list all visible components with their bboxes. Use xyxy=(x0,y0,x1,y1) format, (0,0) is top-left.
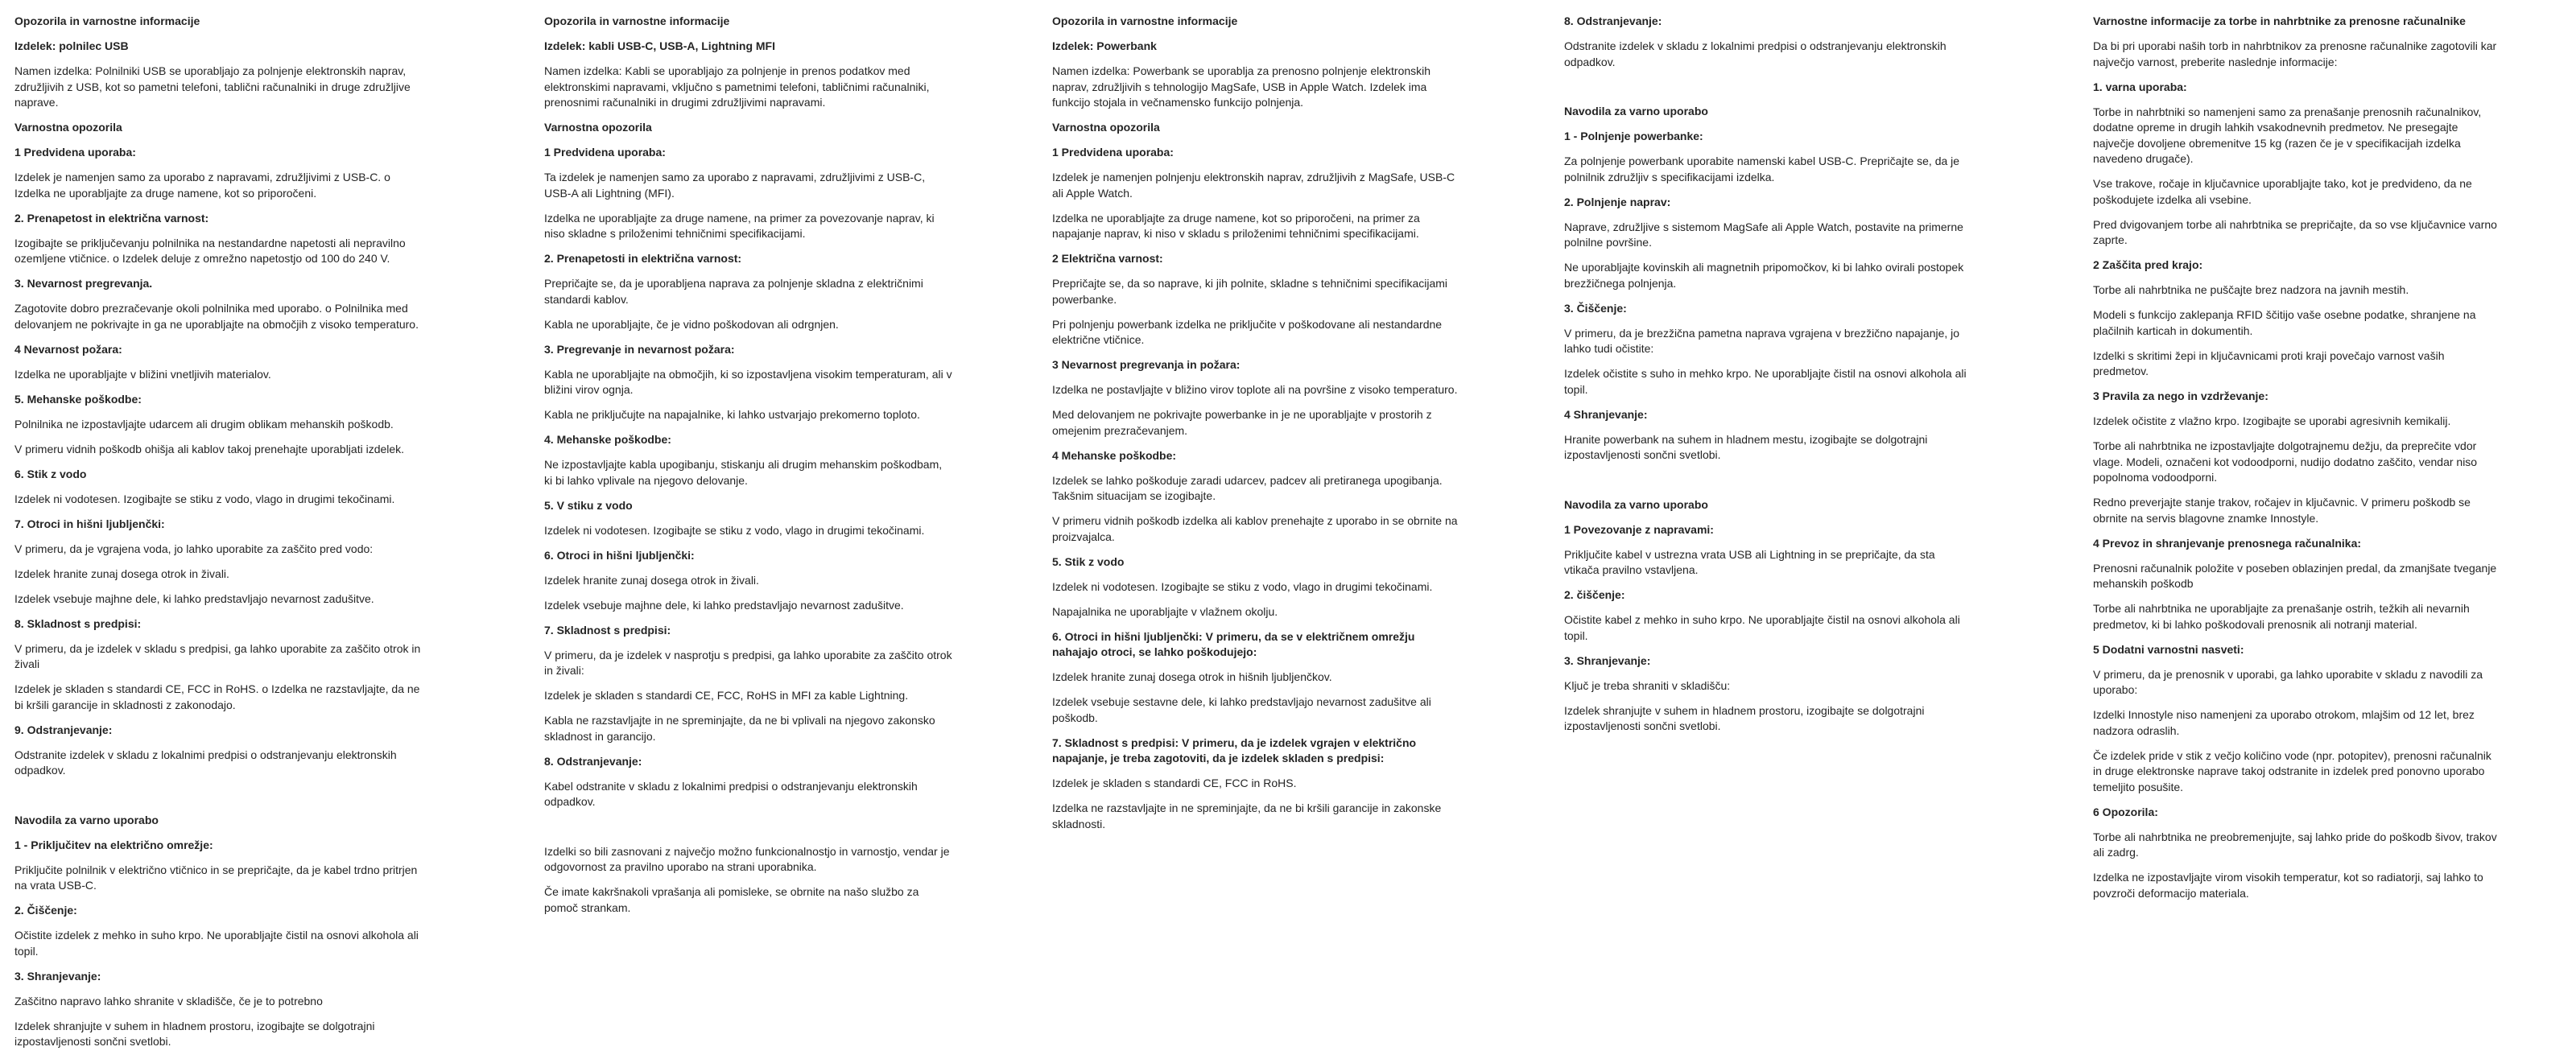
section-heading: 5. Mehanske poškodbe: xyxy=(14,392,142,406)
paragraph: Izdelka ne uporabljajte v bližini vnetljivih materialov. xyxy=(14,367,271,381)
paragraph: V primeru vidnih poškodb ohišja ali kablov takoj prenehajte uporabljati izdelek. xyxy=(14,442,405,455)
section-heading: 4. Mehanske poškodbe: xyxy=(544,433,671,446)
paragraph: Izdelek shranjujte v suhem in hladnem prostoru, izogibajte se dolgotrajni izpostavljenosti sončni svetlobi. xyxy=(14,1019,375,1048)
paragraph: Torbe ali nahrbtnika ne preobremenjujte, saj lahko pride do poškodb šivov, trakov ali zadrg. xyxy=(2093,830,2497,859)
paragraph: Zaščitno napravo lahko shranite v skladišče, če je to potrebno xyxy=(14,994,323,1007)
paragraph: Kabla ne razstavljajte in ne spreminjajte, da ne bi vplivali na njegovo zakonsko skladnost in garancijo. xyxy=(544,714,935,743)
section-heading: 2. čiščenje: xyxy=(1564,588,1625,601)
section-heading: 8. Odstranjevanje: xyxy=(1564,14,1662,27)
paragraph: Med delovanjem ne pokrivajte powerbanke in je ne uporabljajte v prostorih z omejenim prezračevanjem. xyxy=(1052,408,1432,437)
section-heading: Navodila za varno uporabo xyxy=(1564,497,1708,511)
paragraph: Torbe ali nahrbtnika ne uporabljajte za prenašanje ostrih, težkih ali nevarnih predmetov, ki bi lahko poškodovali prenosnik ali notranji material. xyxy=(2093,602,2470,631)
paragraph: Izdelki so bili zasnovani z največjo možno funkcionalnostjo in varnostjo, vendar je odgovornost za pravilno uporabo na strani uporabnika. xyxy=(544,844,950,873)
section-heading: 8. Odstranjevanje: xyxy=(544,754,642,768)
section-heading: 1 - Polnjenje powerbanke: xyxy=(1564,130,1703,142)
paragraph: Izdelka ne uporabljajte za druge namene, kot so priporočeni, na primer za napajanje naprav, ki niso v skladu s priloženimi tehničnimi specifikacijami. xyxy=(1052,211,1420,240)
paragraph: Izdelek je skladen s standardi CE, FCC in RoHS. xyxy=(1052,777,1297,789)
paragraph: Naprave, združljive s sistemom MagSafe ali Apple Watch, postavite na primerne polnilne površine. xyxy=(1564,220,1963,249)
paragraph: Torbe ali nahrbtnika ne izpostavljajte dolgotrajnemu dežju, da preprečite vdor vlage. Modeli, označeni kot vodoodporni, nudijo dodatno zaščito, vendar niso popolnoma vodoodporni. xyxy=(2093,439,2478,484)
section-heading: Varnostne informacije za torbe in nahrbtnike za prenosne računalnike xyxy=(2093,14,2466,27)
paragraph: Izogibajte se priključevanju polnilnika na nestandardne napetosti ali nepravilno ozemljene vtičnice. o Izdelek deluje z omrežno napetostjo od 100 do 240 V. xyxy=(14,236,406,265)
paragraph: Prenosni računalnik položite v poseben oblazinjen predal, da zmanjšate tveganje mehanskih poškodb xyxy=(2093,561,2497,590)
paragraph: Kabla ne priključujte na napajalnike, ki lahko ustvarjajo prekomerno toploto. xyxy=(544,408,920,421)
section-heading: 1 - Priključitev na električno omrežje: xyxy=(14,838,213,851)
paragraph: Izdelek hranite zunaj dosega otrok in živali. xyxy=(544,573,759,587)
section-heading: 6. Otroci in hišni ljubljenčki: xyxy=(544,548,695,562)
section-heading: 3. Pregrevanje in nevarnost požara: xyxy=(544,342,735,356)
paragraph: Izdelka ne postavljajte v bližino virov toplote ali na površine z visoko temperaturo. xyxy=(1052,383,1458,396)
section-heading: 5 Dodatni varnostni nasveti: xyxy=(2093,642,2244,656)
column-powerbank xyxy=(1052,14,1461,842)
paragraph: Izdelek vsebuje sestavne dele, ki lahko predstavljajo nevarnost zadušitve ali poškodb. xyxy=(1052,695,1431,724)
section-heading: 3. Nevarnost pregrevanja. xyxy=(14,277,153,290)
paragraph: Hranite powerbank na suhem in hladnem mestu, izogibajte se dolgotrajni izpostavljenosti sončni svetlobi. xyxy=(1564,432,1928,461)
paragraph: Izdelek hranite zunaj dosega otrok in živali. xyxy=(14,567,229,580)
paragraph: Izdelek vsebuje majhne dele, ki lahko predstavljajo nevarnost zadušitve. xyxy=(544,598,904,612)
paragraph: Vse trakove, ročaje in ključavnice uporabljajte tako, kot je predvideno, da ne poškodujete izdelka ali vsebine. xyxy=(2093,177,2472,206)
paragraph: Očistite kabel z mehko in suho krpo. Ne uporabljajte čistil na osnovi alkohola ali topil. xyxy=(1564,613,1960,642)
spacer xyxy=(1564,80,1973,95)
spacer xyxy=(14,788,423,803)
paragraph: Ključ je treba shraniti v skladišču: xyxy=(1564,678,1731,692)
paragraph: Izdelek shranjujte v suhem in hladnem prostoru, izogibajte se dolgotrajni izpostavljenosti sončni svetlobi. xyxy=(1564,703,1925,732)
section-heading: 2. Prenapetosti in električna varnost: xyxy=(544,252,742,265)
section-heading: Navodila za varno uporabo xyxy=(14,813,159,826)
section-heading: 5. Stik z vodo xyxy=(1052,554,1125,568)
section-heading: 9. Odstranjevanje: xyxy=(14,723,113,736)
section-heading: 3. Shranjevanje: xyxy=(1564,653,1651,667)
section-heading: 3. Čiščenje: xyxy=(1564,301,1627,315)
section-heading: Izdelek: kabli USB-C, USB-A, Lightning MFI xyxy=(544,39,775,52)
column-cables xyxy=(544,14,953,925)
paragraph: Izdelek je namenjen samo za uporabo z napravami, združljivimi z USB-C. o Izdelka ne uporabljajte za druge namene, kot so priporočeni. xyxy=(14,171,390,200)
column-powerbank-continued xyxy=(1564,14,1973,744)
section-heading: 1. varna uporaba: xyxy=(2093,80,2187,93)
section-heading: Opozorila in varnostne informacije xyxy=(14,14,200,27)
section-heading: 2. Prenapetost in električna varnost: xyxy=(14,211,209,225)
section-heading: 1 Predvidena uporaba: xyxy=(1052,146,1174,159)
section-heading: 2 Električna varnost: xyxy=(1052,252,1163,265)
spacer xyxy=(1564,472,1973,488)
paragraph: Odstranite izdelek v skladu z lokalnimi predpisi o odstranjevanju elektronskih odpadkov. xyxy=(14,748,397,777)
section-heading: Varnostna opozorila xyxy=(14,121,122,134)
section-heading: 2. Polnjenje naprav: xyxy=(1564,195,1671,208)
section-heading: 1 Povezovanje z napravami: xyxy=(1564,522,1714,536)
section-heading: Varnostna opozorila xyxy=(544,121,652,134)
section-heading: 7. Skladnost s predpisi: xyxy=(544,623,671,637)
section-heading: 5. V stiku z vodo xyxy=(544,498,633,512)
spacer xyxy=(544,819,953,834)
section-heading: Izdelek: Powerbank xyxy=(1052,39,1157,52)
section-heading: 1 Predvidena uporaba: xyxy=(544,146,666,159)
paragraph: Ne uporabljajte kovinskih ali magnetnih pripomočkov, ki bi lahko ovirali postopek brezžičnega polnjenja. xyxy=(1564,261,1964,290)
paragraph: Odstranite izdelek v skladu z lokalnimi predpisi o odstranjevanju elektronskih odpadkov. xyxy=(1564,39,1946,68)
paragraph: Priključite polnilnik v električno vtičnico in se prepričajte, da je kabel trdno pritrjen na vrata USB-C. xyxy=(14,863,418,892)
paragraph: Izdelek ni vodotesen. Izogibajte se stiku z vodo, vlago in drugimi tekočinami. xyxy=(544,523,925,537)
section-heading: Opozorila in varnostne informacije xyxy=(544,14,730,27)
paragraph: Izdelek hranite zunaj dosega otrok in hišnih ljubljenčkov. xyxy=(1052,670,1332,683)
paragraph: V primeru, da je izdelek v nasprotju s predpisi, ga lahko uporabite za zaščito otrok in živali: xyxy=(544,648,952,677)
paragraph: Izdelka ne razstavljajte in ne spreminjajte, da ne bi kršili garancije in zakonske skladnosti. xyxy=(1052,801,1442,830)
column-laptop-bags xyxy=(2093,14,2502,911)
section-heading: 2 Zaščita pred krajo: xyxy=(2093,258,2203,271)
section-heading: 7. Skladnost s predpisi: V primeru, da je izdelek vgrajen v električno napajanje, je treba zagotoviti, da je izdelek skladen s predpisi: xyxy=(1052,736,1417,764)
section-heading: 4 Mehanske poškodbe: xyxy=(1052,448,1177,462)
paragraph: V primeru, da je brezžična pametna naprava vgrajena v brezžično napajanje, jo lahko tudi očistite: xyxy=(1564,326,1960,355)
paragraph: Kabel odstranite v skladu z lokalnimi predpisi o odstranjevanju elektronskih odpadkov. xyxy=(544,779,918,808)
section-heading: 6 Opozorila: xyxy=(2093,805,2158,818)
paragraph: V primeru, da je prenosnik v uporabi, ga lahko uporabite v skladu z navodili za uporabo: xyxy=(2093,667,2483,696)
paragraph: Izdelek je skladen s standardi CE, FCC in RoHS. o Izdelka ne razstavljajte, da ne bi kršili garancije in skladnosti z zakonodajo. xyxy=(14,682,420,711)
paragraph: Izdelek se lahko poškoduje zaradi udarcev, padcev ali pretiranega upogibanja. Takšnim situacijam se izogibajte. xyxy=(1052,473,1443,502)
section-heading: 3 Pravila za nego in vzdrževanje: xyxy=(2093,389,2268,402)
paragraph: V primeru, da je vgrajena voda, jo lahko uporabite za zaščito pred vodo: xyxy=(14,542,374,555)
paragraph: V primeru vidnih poškodb izdelka ali kablov prenehajte z uporabo in se obrnite na proizvajalca. xyxy=(1052,514,1458,543)
paragraph: Izdelka ne izpostavljajte virom visokih temperatur, kot so radiatorji, saj lahko to povzroči deformacijo materiala. xyxy=(2093,871,2483,900)
paragraph: V primeru, da je izdelek v skladu s predpisi, ga lahko uporabite za zaščito otrok in živali xyxy=(14,641,421,670)
section-heading: Opozorila in varnostne informacije xyxy=(1052,14,1238,27)
paragraph: Polnilnika ne izpostavljajte udarcem ali drugim oblikam mehanskih poškodb. xyxy=(14,417,394,431)
paragraph: Izdelek očistite z vlažno krpo. Izogibajte se uporabi agresivnih kemikalij. xyxy=(2093,414,2451,427)
paragraph: Pred dvigovanjem torbe ali nahrbtnika se prepričajte, da so vse ključavnice varno zaprte. xyxy=(2093,217,2497,246)
paragraph: Izdelek vsebuje majhne dele, ki lahko predstavljajo nevarnost zadušitve. xyxy=(14,591,374,605)
paragraph: Da bi pri uporabi naših torb in nahrbtnikov za prenosne računalnike zagotovili kar največjo varnost, preberite naslednje informacije: xyxy=(2093,39,2497,68)
section-heading: 7. Otroci in hišni ljubljenčki: xyxy=(14,517,165,530)
section-heading: 2. Čiščenje: xyxy=(14,904,77,917)
section-heading: 4 Shranjevanje: xyxy=(1564,407,1648,421)
paragraph: Če imate kakršnakoli vprašanja ali pomisleke, se obrnite na našo službo za pomoč strankam. xyxy=(544,885,919,914)
paragraph: Redno preverjajte stanje trakov, ročajev in ključavnic. V primeru poškodb se obrnite na servis blagovne znamke Innostyle. xyxy=(2093,496,2471,525)
section-heading: 8. Skladnost s predpisi: xyxy=(14,616,142,630)
paragraph: Izdelek je skladen s standardi CE, FCC, RoHS in MFI za kable Lightning. xyxy=(544,689,909,702)
paragraph: Priključite kabel v ustrezna vrata USB ali Lightning in se prepričajte, da sta vtikača pravilno vstavljena. xyxy=(1564,547,1935,576)
section-heading: 3 Nevarnost pregrevanja in požara: xyxy=(1052,358,1241,371)
paragraph: Pri polnjenju powerbank izdelka ne priključite v poškodovane ali nestandardne električne vtičnice. xyxy=(1052,317,1443,346)
paragraph: Izdelki s skritimi žepi in ključavnicami proti kraji povečajo varnost vaših predmetov. xyxy=(2093,348,2445,377)
paragraph: Če izdelek pride v stik z večjo količino vode (npr. potopitev), prenosni računalnik in druge elektronske naprave takoj odstranite in izdelek pred ponovno uporabo temeljito posušite. xyxy=(2093,748,2491,793)
paragraph: Očistite izdelek z mehko in suho krpo. Ne uporabljajte čistil na osnovi alkohola ali topil. xyxy=(14,929,419,958)
section-heading: 6. Stik z vodo xyxy=(14,467,87,480)
paragraph: Namen izdelka: Kabli se uporabljajo za polnjenje in prenos podatkov med elektronskimi napravami, vključno s pametnimi telefoni, tabličnimi računalniki, prenosnimi računalniki in drugimi združljivimi napravami. xyxy=(544,64,930,109)
paragraph: Napajalnika ne uporabljajte v vlažnem okolju. xyxy=(1052,604,1278,618)
paragraph: Ta izdelek je namenjen samo za uporabo z napravami, združljivimi z USB-C, USB-A ali Lightning (MFI). xyxy=(544,171,926,200)
section-heading: Izdelek: polnilec USB xyxy=(14,39,129,52)
paragraph: Namen izdelka: Polnilniki USB se uporabljajo za polnjenje elektronskih naprav, združljivih z USB, kot so pametni telefoni, tablični računalniki in druge združljive naprave. xyxy=(14,64,411,109)
section-heading: 1 Predvidena uporaba: xyxy=(14,146,136,159)
paragraph: Zagotovite dobro prezračevanje okoli polnilnika med uporabo. o Polnilnika med delovanjem ne pokrivajte in ga ne uporabljajte na območjih z visoko temperaturo. xyxy=(14,302,419,331)
column-usb-charger xyxy=(14,14,423,1059)
section-heading: Varnostna opozorila xyxy=(1052,121,1160,134)
section-heading: 4 Nevarnost požara: xyxy=(14,342,122,356)
paragraph: Torbe ali nahrbtnika ne puščajte brez nadzora na javnih mestih. xyxy=(2093,283,2409,296)
paragraph: Prepričajte se, da so naprave, ki jih polnite, skladne s tehničnimi specifikacijami powerbanke. xyxy=(1052,277,1448,306)
section-heading: 6. Otroci in hišni ljubljenčki: V primeru, da se v električnem omrežju nahajajo otroci, se lahko poškodujejo: xyxy=(1052,629,1415,658)
paragraph: Namen izdelka: Powerbank se uporablja za prenosno polnjenje elektronskih naprav, združljivih s tehnologijo MagSafe, USB in Apple Watch. Izdelek ima funkcijo stojala in večnamensko funkcijo polnjenja. xyxy=(1052,64,1431,109)
section-heading: Navodila za varno uporabo xyxy=(1564,105,1708,117)
paragraph: Prepričajte se, da je uporabljena naprava za polnjenje skladna z električnimi standardi kablov. xyxy=(544,277,923,306)
paragraph: Izdelek očistite s suho in mehko krpo. Ne uporabljajte čistil na osnovi alkohola ali topil. xyxy=(1564,367,1967,396)
paragraph: Izdelki Innostyle niso namenjeni za uporabo otrokom, mlajšim od 12 let, brez nadzora odraslih. xyxy=(2093,708,2475,737)
paragraph: Kabla ne uporabljajte, če je vidno poškodovan ali odrgnjen. xyxy=(544,317,839,331)
paragraph: Ne izpostavljajte kabla upogibanju, stiskanju ali drugim mehanskim poškodbam, ki bi lahko vplivale na njegovo delovanje. xyxy=(544,458,943,487)
paragraph: Izdelka ne uporabljajte za druge namene, na primer za povezovanje naprav, ki niso skladne s priloženimi tehničnimi specifikacijami. xyxy=(544,211,935,240)
paragraph: Modeli s funkcijo zaklepanja RFID ščitijo vaše osebne podatke, shranjene na plačilnih karticah in dokumentih. xyxy=(2093,308,2476,337)
paragraph: Izdelek ni vodotesen. Izogibajte se stiku z vodo, vlago in drugimi tekočinami. xyxy=(14,492,395,505)
paragraph: Izdelek je namenjen polnjenju elektronskih naprav, združljivih z MagSafe, USB-C ali Apple Watch. xyxy=(1052,171,1455,200)
paragraph: Izdelek ni vodotesen. Izogibajte se stiku z vodo, vlago in drugimi tekočinami. xyxy=(1052,579,1433,593)
section-heading: 3. Shranjevanje: xyxy=(14,969,101,983)
paragraph: Za polnjenje powerbank uporabite namenski kabel USB-C. Prepričajte se, da je polnilnik združljiv s specifikacijami izdelka. xyxy=(1564,155,1960,183)
paragraph: Torbe in nahrbtniki so namenjeni samo za prenašanje prenosnih računalnikov, dodatne opreme in drugih lahkih vsakodnevnih predmetov. Ne presegajte največje dovoljene obremenitve 15 kg (razen če je v specifikacijah izdelka navedeno drugače). xyxy=(2093,105,2482,165)
paragraph: Kabla ne uporabljajte na območjih, ki so izpostavljena visokim temperaturam, ali v bližini virov ognja. xyxy=(544,367,952,396)
section-heading: 4 Prevoz in shranjevanje prenosnega računalnika: xyxy=(2093,536,2362,550)
